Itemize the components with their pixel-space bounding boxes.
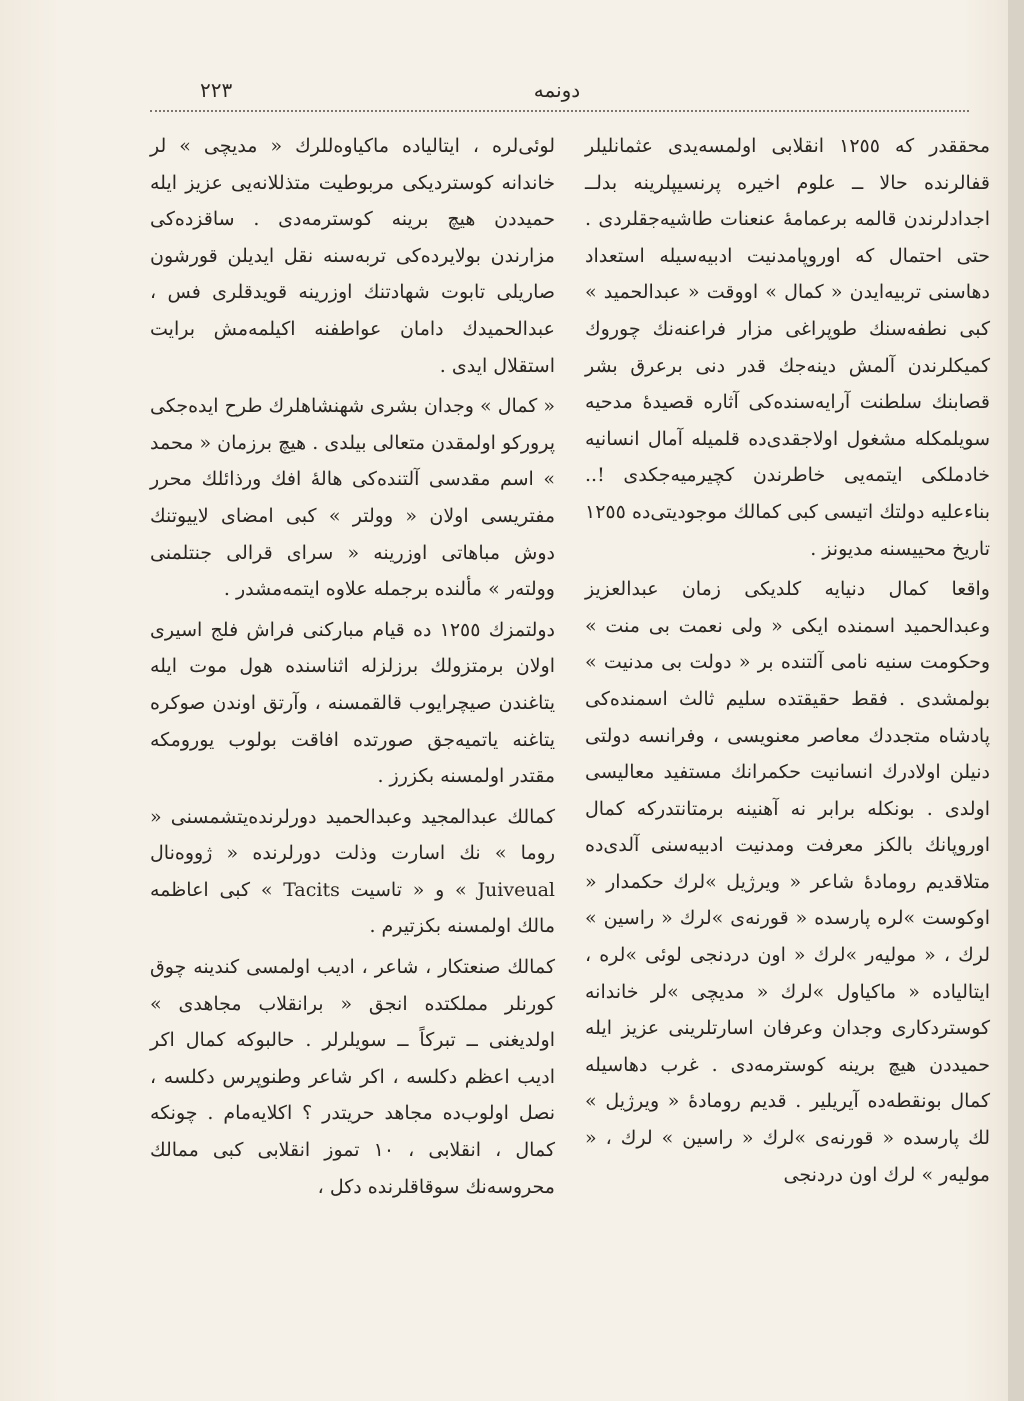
page-edge — [1008, 0, 1024, 1401]
page-number: ٢٢٣ — [200, 78, 233, 102]
paragraph: « کمال » وجدان بشری شهنشاهلرك طرح ایده‌جکی پرورکو اولمقدن متعالی بیلدی . هیچ برزمان « محمد » اسم مقدسی آلتنده‌کی هاله‌ٔ افك ورذائلك محرر مفتریسی اولان « وولتر » کبی امضای لاییوتنك دوش مباهاتی اوزرینه « سرای قرالی جنتلمنی وولته‌ر » مألنده برجمله علاوه ایتمه‌مشدر . — [150, 395, 555, 601]
paragraph: کمالك عبدالمجید وعبدالحمید دورلرنده‌یتشمسنی « روما » نك اسارت وذلت دورلرنده « ژووه‌نال Juiveual » و « تاسیت Tacits » کبی اعاظمه مالك اولمسنه بکزتیرم . — [150, 805, 555, 938]
running-title: دونمه — [533, 78, 581, 102]
paragraph: محققدر که ١٢٥٥ انقلابی اولمسه‌یدی عثمانلیلر قفالرنده حالا ــ علوم اخیره پرنسیپلرینه بدلــ اجدادلرندن قالمه برعمامهٔ عنعنات طاشیه‌جقلردی . حتی احتمال که اوروپامدنیت ادبیه‌سیله استعداد دهاسنی تربیه‌ایدن « کمال » اووقت « عبدالحمید » کبی نطفه‌سنك طوپراغی مزار فراعنه‌نك چوروك کمیکلرندن آلمش دینه‌جك قدر دنی برعرق بشر قصابنك سلطنت آرایه‌سنده‌کی آثاره قصیدهٔ مدحیه سویلمکله مشغول اولاجقدی‌ده قلمیله آمال انسانیه خادملکی ایتمه‌یی خاطرندن کچیرمیه‌جکدی !.. بناءعلیه دولتك اتیسی کبی کمالك موجودیتی‌ده ١٢٥٥ تاریخ محییسنه مدیونز . — [585, 135, 991, 560]
paragraph: کمالك صنعتکار ، شاعر ، ادیب اولمسی کندینه چوق کورنلر مملکتده انجق « برانقلاب مجاهدی » اولدیغنی ــ تبرکاً ــ سویلرلر . حالبوکه کمال اکر ادیب اعظم دکلسه ، اکر شاعر وطنوپرس دکلسه ، نصل اولوب‌ده مجاهد حریتدر ؟ اکلایه‌مام . چونکه کمال ، انقلابی ، ١٠ تموز انقلابی کبی ممالك محروسه‌نك سوقاقلرنده دکل ، — [150, 956, 555, 1198]
right-column — [585, 128, 990, 1193]
paragraph: لوئی‌لره ، ایتالیاده ماکیاوه‌للرك « مدیچی » لر خاندانه کوستردیکی مربوطیت متذللانه‌یی عزیز ایله حمیددن هیچ برینه کوسترمه‌دی . ساقزده‌کی مزارندن بولایرده‌کی تربه‌سنه نقل ایدیلن قورشون صاریلی تابوت شهادتنك اوزرینه قویدقلری فس ، عبدالحمیدك دامان عواطفنه اکیلمه‌مش برایت استقلال ایدی . — [150, 135, 555, 377]
paragraph: دولتمزك ١٢٥٥ ده قیام مبارکنی فراش فلج اسیری اولان برمتزولك برزلزله اثناسنده هول موت ایله یتاغندن صیچرایوب قالقمسنه ، وآرتق اوندن صوکره یتاغنه یاتمیه‌جق صورتده افاقت بولوب یورومکه مقتدر اولمسنه بکزرز . — [150, 618, 555, 788]
page-header — [150, 78, 964, 118]
paragraph: واقعا کمال دنیایه کلدیکی زمان عبدالعزیز وعبدالحمید اسمنده ایکی « ولی نعمت بی منت » وحکومت سنیه نامی آلتنده بر « دولت بی مدنیت » بولمشدی . فقط حقیقتده سلیم ثالث اسمنده‌کی پادشاه متجددك معاصر معنویسی ، وفرانسه دولتی دنیلن اولادرك انسانیت حکمرانك مستفید معالیسی اولدی . بونکله برابر نه آهنینه برمتانتدرکه کمال اوروپانك بالکز معرفت ومدنیت ادبیه‌سنی آلدی‌ده متلاقدیم رومادهٔ شاعر « ویرژیل »لرك حکمدار « اوکوست »لره پارسده « قورنه‌ی »لرك « راسین » لرك ، « مولیه‌ر »لرك « اون دردنجی لوئی »لره ، ایتالیاده « ماکیاول »لرك « مدیچی »لر خاندانه کوستردکاری وجدان وعرفان اسارتلرینی عزیز ایله حمیددن هیچ برینه کوسترمه‌دی . غرب دهاسیله کمال بونقطه‌ده آیریلیر . قدیم رومادهٔ « ویرژیل » لك پارسده « قورنه‌ی »لرك « راسین » لرك ، « مولیه‌ر » لرك اون دردنجی — [585, 578, 990, 1186]
header-divider — [150, 104, 969, 112]
left-column — [150, 128, 555, 1205]
